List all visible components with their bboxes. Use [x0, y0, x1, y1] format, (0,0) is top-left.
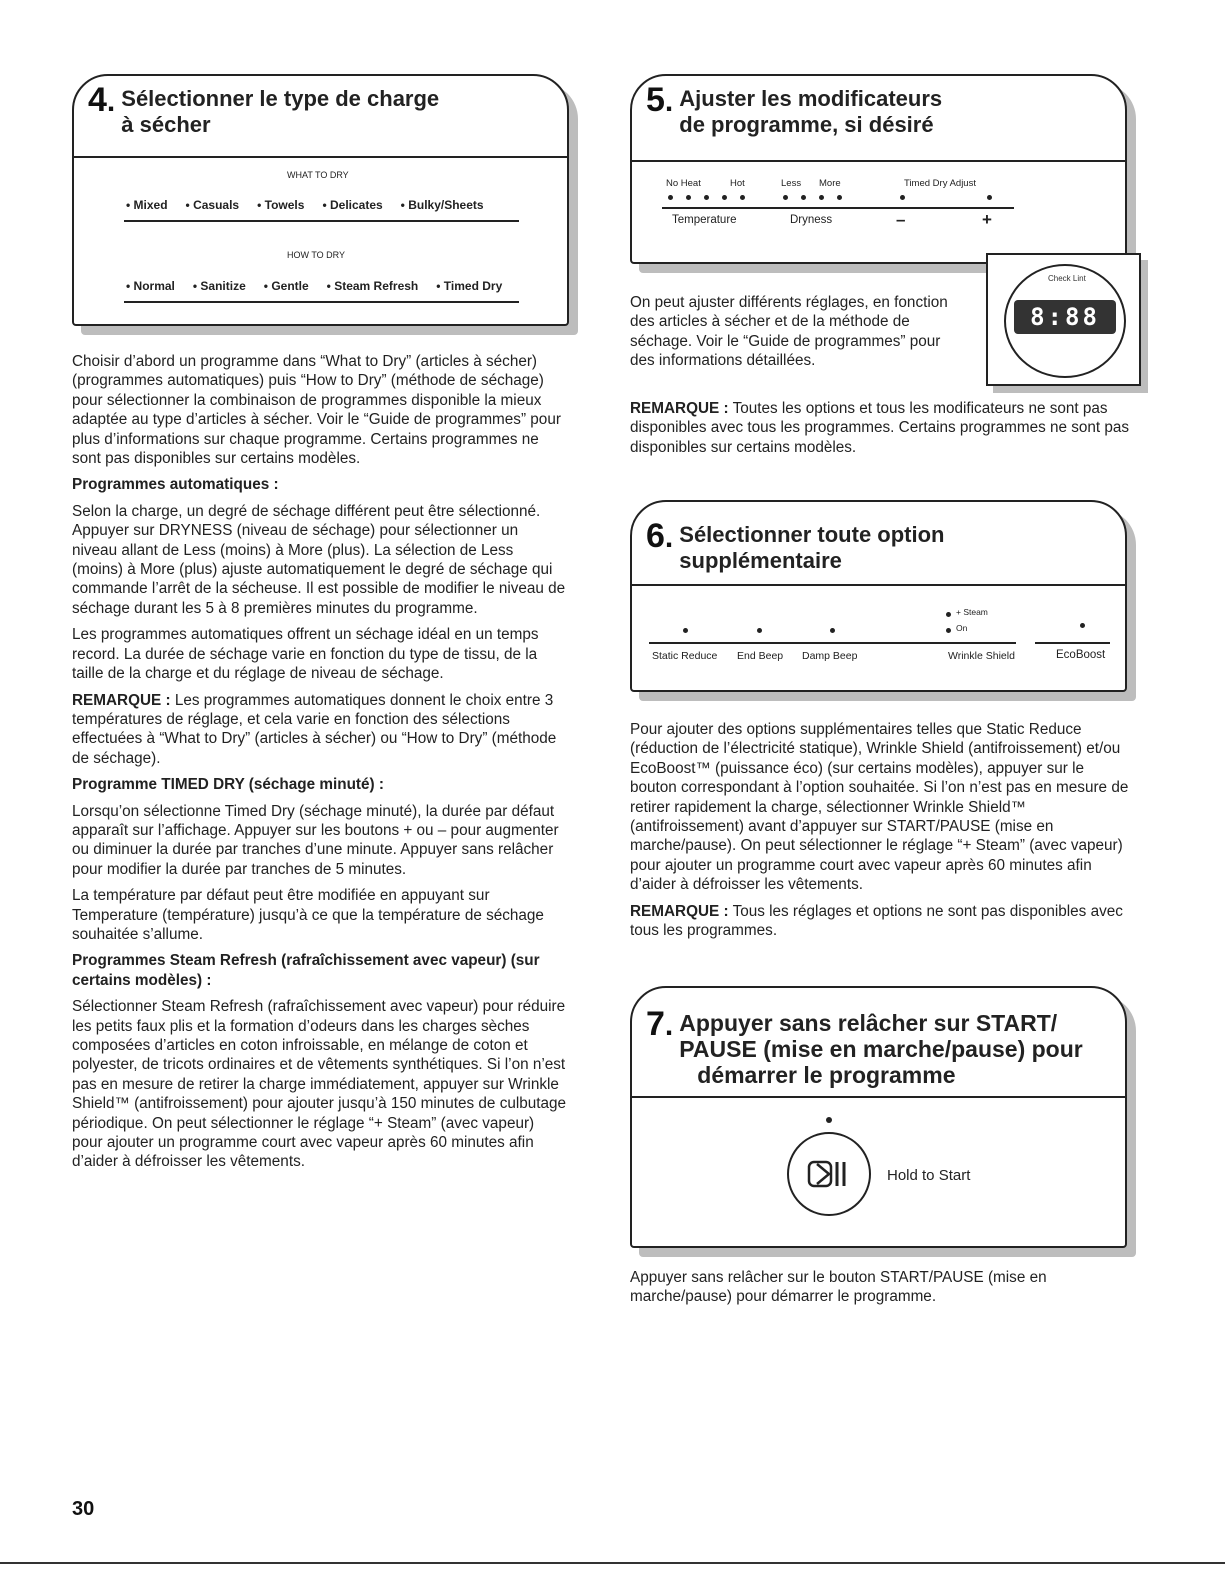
what-to-dry-row	[126, 198, 502, 212]
more-label: More	[819, 178, 841, 189]
step6-title-line1: Sélectionner toute option	[679, 522, 945, 547]
bottom-rule	[0, 1562, 1225, 1564]
auto-heading: Programmes automatiques :	[72, 476, 279, 494]
plus-led	[987, 195, 992, 200]
minus-button[interactable]: –	[896, 210, 906, 229]
what-to-dry-label: WHAT TO DRY	[287, 170, 349, 180]
steam-heading: Programmes Steam Refresh (rafraîchissement avec vapeur) (sur certains modèles) :	[72, 952, 540, 989]
step7-box	[630, 986, 1127, 1248]
dry-led-4	[837, 195, 842, 200]
step5-paragraph: On peut ajuster différents réglages, en fonction des articles à sécher et de la méthode de séchage. Voir le “Guide de programmes” pour des informations détaillées.	[630, 294, 948, 370]
step6-rule-left	[649, 642, 1016, 644]
timed-paragraph-2: La température par défaut peut être modifiée en appuyant sur Temperature (température) jusqu’à ce que la température de séchage souhaitée s’allume.	[72, 887, 544, 943]
minus-led	[900, 195, 905, 200]
digital-display: 8:88	[1014, 300, 1116, 334]
ecoboost-button[interactable]: EcoBoost	[1056, 649, 1106, 661]
what-to-dry-option-3[interactable]: • Delicates	[322, 198, 383, 212]
step5-rule	[662, 207, 1014, 209]
what-to-dry-option-0[interactable]: • Mixed	[126, 198, 168, 212]
step6-header	[632, 502, 1125, 586]
temp-led-4	[722, 195, 727, 200]
step5-header	[632, 76, 1125, 162]
step6-panel	[632, 586, 1125, 690]
what-to-dry-option-1[interactable]: • Casuals	[185, 198, 240, 212]
dry-led-1	[783, 195, 788, 200]
dryness-button[interactable]: Dryness	[790, 214, 833, 226]
how-to-dry-label: HOW TO DRY	[287, 250, 346, 260]
end-beep-led	[757, 628, 762, 633]
less-label: Less	[781, 178, 802, 189]
step4-note: REMARQUE : Les programmes automatiques donnent le choix entre 3 températures de réglage, et cela varie en fonction des sélections effectuées à “What to Dry” (articles à sécher) ou “How to Dry” (méthode de séchage).	[72, 691, 557, 767]
hold-to-start-label: Hold to Start	[887, 1167, 971, 1184]
start-pause-button[interactable]	[787, 1132, 871, 1216]
step7-paragraph: Appuyer sans relâcher sur le bouton START/PAUSE (mise en marche/pause) pour démarrer le programme.	[630, 1269, 1047, 1306]
what-to-dry-option-2[interactable]: • Towels	[257, 198, 305, 212]
step7-panel	[632, 1098, 1125, 1246]
timed-heading: Programme TIMED DRY (séchage minuté) :	[72, 776, 384, 794]
what-to-dry-option-4[interactable]: • Bulky/Sheets	[400, 198, 484, 212]
step7-title-line3: démarrer le programme	[697, 1062, 956, 1088]
step7-title-line1: Appuyer sans relâcher sur START/	[679, 1010, 1058, 1036]
step5-note-label: REMARQUE :	[630, 400, 729, 417]
step6-number: 6.	[646, 517, 674, 555]
timed-adjust-label: Timed Dry Adjust	[904, 178, 976, 189]
what-rule	[124, 220, 519, 222]
step4-box	[72, 74, 569, 326]
step6-rule-right	[1035, 642, 1110, 644]
step4-text	[72, 352, 567, 1179]
temp-led-3	[704, 195, 709, 200]
step4-panel	[74, 158, 567, 324]
step7-text	[630, 1268, 1060, 1314]
ecoboost-led	[1080, 623, 1085, 628]
damp-beep-led	[830, 628, 835, 633]
static-reduce-led	[683, 628, 688, 633]
timed-paragraph-1: Lorsqu’on sélectionne Timed Dry (séchage minuté), la durée par défaut apparaît sur l’affichage. Appuyer sur les boutons + ou – pour augmenter ou diminuer la durée par tranches d’une minute. Appuyer sans relâcher pour modifier la durée par tranches de 5 minutes.	[72, 802, 559, 878]
dry-led-2	[801, 195, 806, 200]
on-led	[946, 628, 951, 633]
start-led	[826, 1117, 832, 1123]
temp-led-1	[668, 195, 673, 200]
display-bezel	[1004, 264, 1126, 378]
no-heat-label: No Heat	[666, 178, 701, 189]
step4-intro: Choisir d’abord un programme dans “What to Dry” (articles à sécher) (programmes automatiques) puis “How to Dry” (méthode de séchage) pour sélectionner la combinaison de programmes disponible la mieux adaptée au type d’articles à sécher. Voir le “Guide de programmes” pour plus d’informations sur chaque programme. Certains programmes ne sont pas disponibles sur certains modèles.	[72, 353, 561, 468]
step5-box	[630, 74, 1127, 264]
how-to-dry-option-1[interactable]: • Sanitize	[192, 279, 246, 293]
wrinkle-shield-button[interactable]: Wrinkle Shield	[948, 650, 1015, 662]
play-pause-icon	[789, 1134, 869, 1214]
step5-title-line1: Ajuster les modificateurs	[679, 86, 943, 111]
step7-title-line2: PAUSE (mise en marche/pause) pour	[679, 1036, 1083, 1062]
auto-paragraph-2: Les programmes automatiques offrent un séchage idéal en un temps record. La durée de séchage varie en fonction du type de tissu, de la taille de la charge et du réglage de niveau de séchage.	[72, 626, 539, 683]
step5-number: 5.	[646, 81, 674, 119]
step6-box	[630, 500, 1127, 692]
steam-paragraph: Sélectionner Steam Refresh (rafraîchissement avec vapeur) pour réduire les petits faux plis et la formation d’odeurs dans les charges sèches composées d’articles en coton infroissable, en mélange de coton et polyester, de tricots ordinaires et de vêtements synthétiques. Si l’on n’est pas en mesure de retirer la charge immédiatement, appuyer sur Wrinkle Shield™ (antifroissement) pour ajouter jusqu’à 150 minutes de culbutage périodique. On peut sélectionner le réglage “+ Steam” (avec vapeur) pour ajouter un programme court avec vapeur après 60 minutes afin d’aider à défroisser les vêtements.	[72, 998, 567, 1171]
hot-label: Hot	[730, 178, 745, 189]
plus-steam-label: + Steam	[956, 607, 988, 617]
step7-header	[632, 988, 1125, 1098]
temperature-button[interactable]: Temperature	[672, 214, 737, 226]
step4-title-line1: Sélectionner le type de charge	[121, 86, 440, 111]
step5-note	[630, 399, 1130, 464]
temp-led-2	[686, 195, 691, 200]
step4-number: 4.	[88, 81, 116, 119]
step6-paragraph: Pour ajouter des options supplémentaires telles que Static Reduce (réduction de l’électricité statique), Wrinkle Shield (antifroissement) et/ou EcoBoost™ (puissance éco) (sur certains modèles), appuyer sur le bouton correspondant à l’option souhaitée. Si l’on n’est pas en mesure de retirer rapidement la charge, sélectionner Wrinkle Shield™ (antifroissement) avant d’appuyer sur START/PAUSE (mise en marche/pause). On peut sélectionner le réglage “+ Steam” (avec vapeur) pour ajouter un programme court avec vapeur après 60 minutes afin d’aider à défroisser les vêtements.	[630, 721, 1129, 894]
page-number: 30	[72, 1498, 95, 1520]
auto-paragraph-1: Selon la charge, un degré de séchage différent peut être sélectionné. Appuyer sur DRYNESS (niveau de séchage) pour sélectionner un niveau allant de Less (moins) à More (plus). La sélection de Less (moins) à More (plus) ajuste automatiquement le degré de séchage qui commande l’arrêt de la sécheuse. Il est possible de modifier le niveau de séchage durant les 5 à 8 premières minutes du programme.	[72, 502, 566, 617]
end-beep-button[interactable]: End Beep	[737, 650, 784, 662]
step5-text	[630, 293, 965, 378]
check-lint-label: Check Lint	[1048, 274, 1086, 283]
step4-header	[74, 76, 567, 158]
step6-text	[630, 720, 1130, 947]
temp-led-5	[740, 195, 745, 200]
how-to-dry-option-0[interactable]: • Normal	[126, 279, 175, 293]
display-box	[986, 253, 1141, 386]
static-reduce-button[interactable]: Static Reduce	[652, 650, 718, 662]
plus-button[interactable]: +	[982, 210, 992, 229]
step4-title-line2: à sécher	[121, 112, 211, 137]
how-to-dry-option-2[interactable]: • Gentle	[263, 279, 309, 293]
how-rule	[124, 301, 519, 303]
step5-title-line2: de programme, si désiré	[679, 112, 934, 137]
on-label: On	[956, 623, 968, 633]
steam-led	[946, 612, 951, 617]
step6-title-line2: supplémentaire	[679, 548, 842, 573]
step7-number: 7.	[646, 1005, 674, 1043]
how-to-dry-row	[126, 279, 520, 293]
step6-note: REMARQUE : Tous les réglages et options ne sont pas disponibles avec tous les programmes.	[630, 902, 1123, 940]
dry-led-3	[819, 195, 824, 200]
step5-panel	[632, 162, 1125, 262]
damp-beep-button[interactable]: Damp Beep	[802, 650, 858, 662]
how-to-dry-option-3[interactable]: • Steam Refresh	[326, 279, 419, 293]
how-to-dry-option-4[interactable]: • Timed Dry	[436, 279, 503, 293]
step5-note-text: Toutes les options et tous les modificateurs ne sont pas disponibles avec tous les programmes. Certains programmes ne sont pas disponibles sur certains modèles.	[630, 400, 1130, 456]
